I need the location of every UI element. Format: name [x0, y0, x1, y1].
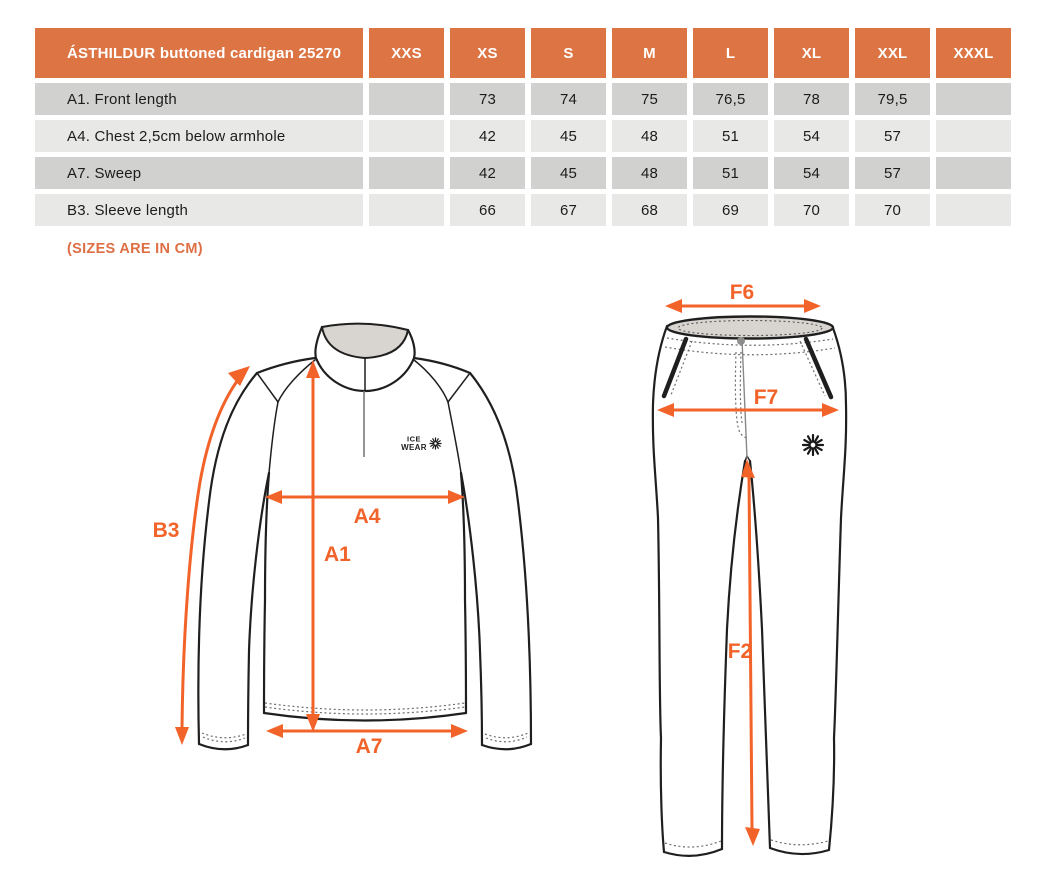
right-pocket [806, 339, 831, 397]
size-table [35, 28, 1011, 226]
measurement-row-label: A4. Chest 2,5cm below armhole [35, 120, 363, 152]
measurement-row-label: B3. Sleeve length [35, 194, 363, 226]
a1-label: A1 [324, 543, 351, 566]
size-value-cell: 75 [612, 83, 687, 115]
pants-diagram [618, 278, 910, 878]
size-value-cell: 51 [693, 157, 768, 189]
size-value-cell [936, 157, 1011, 189]
size-value-cell: 74 [531, 83, 606, 115]
snowflake-icon [430, 438, 441, 449]
size-column-header: XS [450, 28, 525, 78]
size-value-cell: 51 [693, 120, 768, 152]
size-value-cell: 70 [855, 194, 930, 226]
size-column-header: S [531, 28, 606, 78]
size-value-cell: 42 [450, 120, 525, 152]
size-value-cell: 79,5 [855, 83, 930, 115]
size-value-cell [936, 194, 1011, 226]
table-title: ÁSTHILDUR buttoned cardigan 25270 [35, 28, 363, 78]
logo-text-wear: WEAR [401, 443, 427, 452]
size-value-cell: 57 [855, 120, 930, 152]
size-value-cell: 78 [774, 83, 849, 115]
b3-arrow [182, 372, 244, 728]
size-column-header: XXL [855, 28, 930, 78]
size-value-cell [936, 83, 1011, 115]
left-pocket [664, 339, 686, 396]
size-value-cell: 57 [855, 157, 930, 189]
size-value-cell [369, 120, 444, 152]
size-value-cell: 68 [612, 194, 687, 226]
size-column-header: L [693, 28, 768, 78]
sizes-note: (SIZES ARE IN CM) [67, 241, 203, 257]
size-value-cell: 69 [693, 194, 768, 226]
size-column-header: XXS [369, 28, 444, 78]
size-value-cell [369, 157, 444, 189]
measurement-row-label: A7. Sweep [35, 157, 363, 189]
size-value-cell: 48 [612, 120, 687, 152]
size-value-cell: 54 [774, 120, 849, 152]
f6-label: F6 [729, 281, 755, 304]
size-value-cell: 76,5 [693, 83, 768, 115]
a4-label: A4 [353, 505, 381, 528]
f2-label: F2 [727, 640, 753, 663]
waist-button [737, 337, 745, 345]
icewear-logo [401, 435, 441, 453]
pants-measurements [657, 281, 839, 846]
sweater-diagram [140, 285, 585, 765]
size-value-cell [936, 120, 1011, 152]
size-value-cell: 54 [774, 157, 849, 189]
size-column-header: XXXL [936, 28, 1011, 78]
snowflake-icon [803, 435, 823, 455]
size-value-cell: 67 [531, 194, 606, 226]
size-value-cell: 73 [450, 83, 525, 115]
b3-label: B3 [152, 519, 180, 542]
size-value-cell [369, 83, 444, 115]
size-value-cell: 42 [450, 157, 525, 189]
size-value-cell: 48 [612, 157, 687, 189]
size-value-cell: 45 [531, 157, 606, 189]
size-column-header: M [612, 28, 687, 78]
f7-label: F7 [753, 386, 779, 409]
measurement-row-label: A1. Front length [35, 83, 363, 115]
size-value-cell [369, 194, 444, 226]
size-value-cell: 66 [450, 194, 525, 226]
a7-label: A7 [355, 735, 383, 758]
sweater-measurements [153, 360, 468, 758]
size-value-cell: 45 [531, 120, 606, 152]
size-column-header: XL [774, 28, 849, 78]
size-value-cell: 70 [774, 194, 849, 226]
logo-text-ice: ICE [406, 434, 422, 444]
sweater-outline [198, 324, 531, 750]
